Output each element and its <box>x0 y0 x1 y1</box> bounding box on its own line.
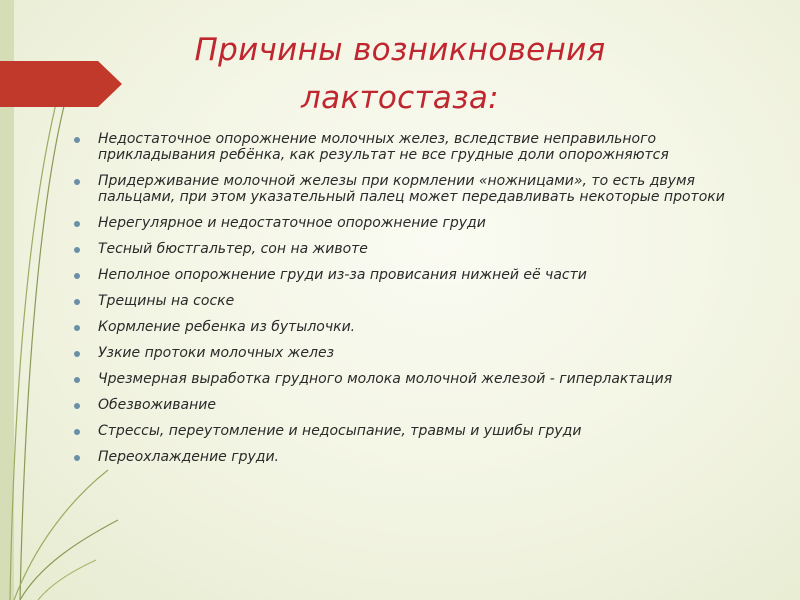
bullet-dot-icon <box>74 247 80 253</box>
bullet-dot-icon <box>74 179 80 185</box>
list-item <box>74 397 764 413</box>
list-item-text: Обезвоживание <box>98 397 216 413</box>
list-item <box>74 423 764 439</box>
bullet-dot-icon <box>74 273 80 279</box>
slide-title-line-1: Причины возникновения <box>194 32 606 68</box>
bullet-dot-icon <box>74 325 80 331</box>
list-item-text: Неполное опорожнение груди из-за провисания нижней её части <box>98 267 587 283</box>
list-item <box>74 345 764 361</box>
list-item <box>74 131 764 163</box>
list-item-text: Узкие протоки молочных желез <box>98 345 335 361</box>
bullet-dot-icon <box>74 351 80 357</box>
list-item-text: Недостаточное опорожнение молочных желез, вследствие неправильного прикладывания ребёнка, как результат не все грудные доли опорожняются <box>98 131 669 163</box>
list-item <box>74 449 764 465</box>
slide-title <box>130 26 670 122</box>
list-item-text: Стрессы, переутомление и недосыпание, травмы и ушибы груди <box>98 423 582 439</box>
list-item <box>74 267 764 283</box>
list-item-text: Кормление ребенка из бутылочки. <box>98 319 356 335</box>
list-item-text: Чрезмерная выработка грудного молока молочной железой - гиперлактация <box>98 371 673 387</box>
list-item <box>74 215 764 231</box>
bullet-dot-icon <box>74 403 80 409</box>
list-item-text: Тесный бюстгальтер, сон на животе <box>98 241 368 257</box>
bullet-dot-icon <box>74 455 80 461</box>
list-item <box>74 319 764 335</box>
list-item <box>74 293 764 309</box>
list-item-text: Переохлаждение груди. <box>98 449 279 465</box>
title-arrow-shape <box>0 61 122 107</box>
bullet-dot-icon <box>74 429 80 435</box>
bullet-dot-icon <box>74 377 80 383</box>
bullet-dot-icon <box>74 137 80 143</box>
list-item <box>74 241 764 257</box>
list-item-text: Придерживание молочной железы при кормлении «ножницами», то есть двумя пальцами, при этом указательный палец может передавливать некоторые протоки <box>98 173 725 205</box>
slide-title-line-2: лактостаза: <box>301 80 499 116</box>
list-item <box>74 173 764 205</box>
list-item <box>74 371 764 387</box>
list-item-text: Нерегулярное и недостаточное опорожнение груди <box>98 215 486 231</box>
bullet-dot-icon <box>74 299 80 305</box>
bullet-list <box>74 131 764 475</box>
list-item-text: Трещины на соске <box>98 293 235 309</box>
bullet-dot-icon <box>74 221 80 227</box>
